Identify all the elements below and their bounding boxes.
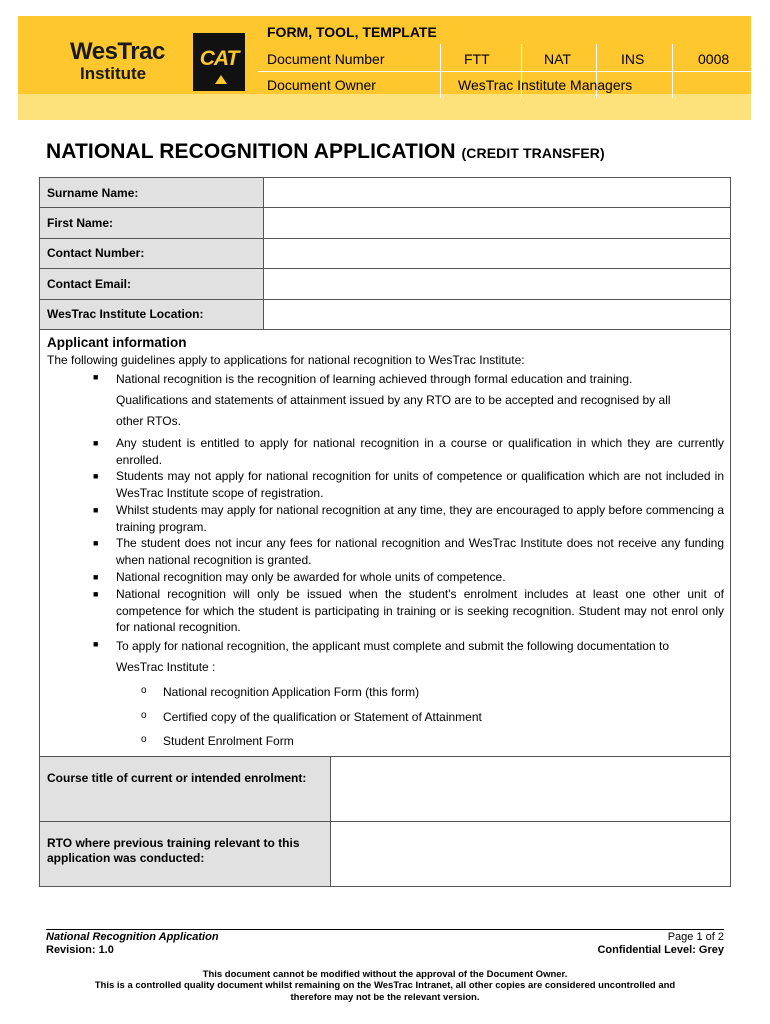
previous-rto-field[interactable] bbox=[331, 822, 731, 887]
table-row bbox=[40, 238, 731, 268]
bullet-icon: ■ bbox=[93, 438, 99, 448]
table-row bbox=[40, 208, 731, 238]
doc-number-part: 0008 bbox=[698, 51, 730, 67]
bullet-icon: ■ bbox=[93, 505, 99, 515]
logo-line2: Institute bbox=[80, 64, 147, 83]
table-row bbox=[40, 757, 731, 822]
bullet-text: Qualifications and statements of attainment issued by any RTO are to be accepted and recognised by all bbox=[116, 393, 671, 407]
course-title-field[interactable] bbox=[331, 757, 731, 822]
page-title-sub: (CREDIT TRANSFER) bbox=[461, 145, 605, 161]
bullet-icon: ■ bbox=[93, 572, 99, 582]
westrac-logo bbox=[70, 40, 166, 82]
doc-number-part: INS bbox=[621, 51, 645, 67]
bullet-text: National recognition may only be awarded for whole units of competence. bbox=[116, 570, 506, 584]
table-row bbox=[40, 822, 731, 887]
doc-number-part: FTT bbox=[464, 51, 490, 67]
bullet-text: Students may not apply for national recognition for units of competence or qualification which are not included in WesTrac Institute scope of registration. bbox=[116, 469, 724, 500]
circle-bullet-icon: o bbox=[141, 685, 147, 696]
page-title-main: NATIONAL RECOGNITION APPLICATION bbox=[46, 140, 456, 163]
document-item: Student Enrolment Form bbox=[163, 734, 294, 748]
page-title bbox=[46, 140, 605, 164]
applicant-info-intro: The following guidelines apply to applications for national recognition to WesTrac Institute: bbox=[47, 353, 525, 367]
applicant-info-section bbox=[39, 330, 731, 757]
cat-logo bbox=[193, 33, 245, 91]
footer-notice-line: This document cannot be modified without the approval of the Document Owner. bbox=[202, 969, 568, 980]
grid-divider bbox=[258, 71, 751, 72]
applicant-info-heading: Applicant information bbox=[47, 335, 187, 350]
bullet-text: Whilst students may apply for national recognition at any time, they are encouraged to apply before commencing a training program. bbox=[116, 503, 724, 534]
bullet-text: National recognition will only be issued when the student's enrolment includes at least one other unit of competence for which the student is participating in training or is seeking recognition. Student may not enrol only for national recognition. bbox=[116, 587, 724, 634]
contact-email-label: Contact Email: bbox=[40, 269, 264, 299]
bullet-text: The student does not incur any fees for national recognition and WesTrac Institute does not receive any funding when national recognition is granted. bbox=[116, 536, 724, 567]
bullet-icon: ■ bbox=[93, 471, 99, 481]
personal-details-table bbox=[39, 177, 731, 330]
surname-field[interactable] bbox=[264, 178, 731, 208]
cat-triangle-icon bbox=[215, 75, 227, 84]
table-row bbox=[40, 299, 731, 329]
footer-right bbox=[597, 931, 724, 957]
footer-divider bbox=[46, 929, 724, 930]
bullet-text: other RTOs. bbox=[116, 414, 181, 428]
course-title-label: Course title of current or intended enrolment: bbox=[40, 757, 331, 822]
doc-number-label: Document Number bbox=[267, 51, 385, 67]
footer-notice bbox=[46, 969, 724, 1003]
location-field[interactable] bbox=[264, 299, 731, 329]
document-item: National recognition Application Form (this form) bbox=[163, 685, 420, 699]
course-details-table bbox=[39, 756, 731, 887]
table-row bbox=[40, 269, 731, 299]
first-name-field[interactable] bbox=[264, 208, 731, 238]
logo-line1: WesTrac bbox=[70, 38, 165, 65]
footer-revision: Revision: 1.0 bbox=[46, 944, 114, 957]
previous-rto-label: RTO where previous training relevant to this application was conducted: bbox=[40, 822, 331, 887]
location-label: WesTrac Institute Location: bbox=[40, 299, 264, 329]
footer-notice-line: This is a controlled quality document whilst remaining on the WesTrac Intranet, all other copies are considered uncontrolled and bbox=[94, 980, 676, 992]
contact-number-field[interactable] bbox=[264, 238, 731, 268]
document-info-grid bbox=[258, 44, 751, 98]
footer-confidential: Confidential Level: Grey bbox=[597, 944, 724, 957]
footer-notice-line: therefore may not be the relevant version. bbox=[290, 991, 480, 1003]
bullet-text: To apply for national recognition, the applicant must complete and submit the following documentation to bbox=[116, 639, 669, 653]
form-type: FORM, TOOL, TEMPLATE bbox=[267, 24, 437, 40]
doc-owner-label: Document Owner bbox=[267, 77, 376, 93]
footer-page-number: Page 1 of 2 bbox=[667, 931, 724, 943]
bullet-icon: ■ bbox=[93, 639, 99, 649]
footer-doc-name: National Recognition Application bbox=[46, 931, 219, 943]
cat-logo-text: CAT bbox=[199, 47, 239, 70]
doc-owner-value: WesTrac Institute Managers bbox=[458, 77, 633, 93]
doc-number-part: NAT bbox=[544, 51, 571, 67]
bullet-text: National recognition is the recognition of learning achieved through formal education and training. bbox=[116, 372, 633, 386]
contact-number-label: Contact Number: bbox=[40, 238, 264, 268]
bullet-icon: ■ bbox=[93, 538, 99, 548]
footer-left bbox=[46, 931, 219, 957]
circle-bullet-icon: o bbox=[141, 710, 147, 721]
bullet-text: WesTrac Institute : bbox=[116, 660, 216, 674]
contact-email-field[interactable] bbox=[264, 269, 731, 299]
first-name-label: First Name: bbox=[40, 208, 264, 238]
table-row bbox=[40, 178, 731, 208]
circle-bullet-icon: o bbox=[141, 734, 147, 745]
bullet-icon: ■ bbox=[93, 372, 99, 382]
bullet-text: Any student is entitled to apply for national recognition in a course or qualification in which they are currently enrolled. bbox=[116, 436, 724, 467]
document-item: Certified copy of the qualification or Statement of Attainment bbox=[163, 710, 482, 724]
bullet-icon: ■ bbox=[93, 589, 99, 599]
surname-label: Surname Name: bbox=[40, 178, 264, 208]
